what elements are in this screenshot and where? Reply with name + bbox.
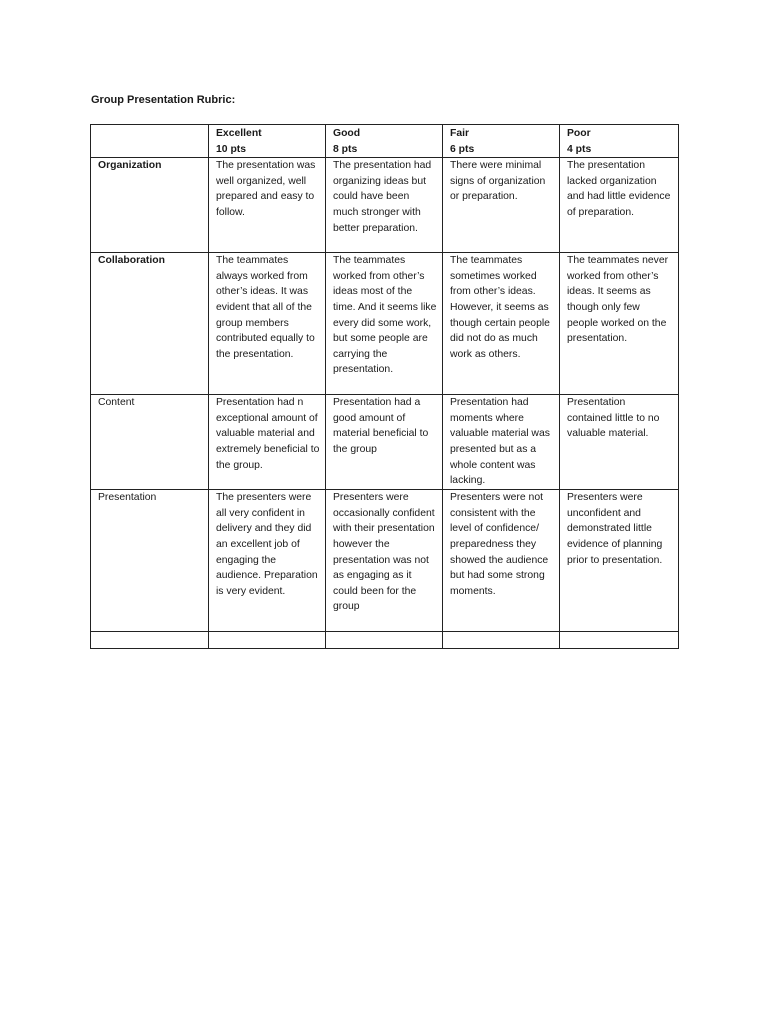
table-row-collaboration (91, 253, 679, 395)
rubric-cell: Presentation had n exceptional amount of valuable material and extremely beneficial to the group. (209, 395, 326, 490)
level-name: Fair (450, 128, 470, 139)
rubric-table (90, 124, 679, 649)
page-title: Group Presentation Rubric: (91, 94, 236, 106)
header-criterion-cell (91, 125, 209, 158)
header-cell-good (326, 125, 443, 158)
empty-cell (326, 632, 443, 649)
header-cell-fair (443, 125, 560, 158)
level-points: 4 pts (567, 143, 592, 155)
rubric-cell: The presentation was well organized, well prepared and easy to follow. (209, 158, 326, 253)
table-row-content (91, 395, 679, 490)
criterion-cell: Presentation (91, 490, 209, 632)
criterion-cell: Collaboration (91, 253, 209, 395)
rubric-cell: Presentation contained little to no valuable material. (560, 395, 679, 490)
rubric-cell: The teammates always worked from other’s ideas. It was evident that all of the group members contributed equally to the presentation. (209, 253, 326, 395)
rubric-cell: The teammates never worked from other’s ideas. It seems as though only few people worked on the presentation. (560, 253, 679, 395)
level-points: 8 pts (333, 143, 358, 155)
empty-cell (443, 632, 560, 649)
rubric-cell: Presenters were not consistent with the level of confidence/ preparedness they showed the audience but had some strong moments. (443, 490, 560, 632)
header-cell-excellent (209, 125, 326, 158)
table-row-presentation (91, 490, 679, 632)
header-cell-poor (560, 125, 679, 158)
rubric-cell: The presentation lacked organization and had little evidence of preparation. (560, 158, 679, 253)
rubric-cell: Presentation had moments where valuable material was presented but as a whole content was lacking. (443, 395, 560, 490)
level-name: Poor (567, 128, 591, 139)
rubric-cell: The presentation had organizing ideas but could have been much stronger with better preparation. (326, 158, 443, 253)
table-row-organization (91, 158, 679, 253)
empty-cell (560, 632, 679, 649)
rubric-cell: The teammates sometimes worked from other’s ideas. However, it seems as though certain people did not do as much work as others. (443, 253, 560, 395)
table-row-empty (91, 632, 679, 649)
level-name: Excellent (216, 128, 262, 139)
rubric-cell: Presenters were unconfident and demonstrated little evidence of planning prior to presentation. (560, 490, 679, 632)
rubric-cell: There were minimal signs of organization or preparation. (443, 158, 560, 253)
rubric-cell: Presenters were occasionally confident with their presentation however the presentation was not as engaging as it could been for the group (326, 490, 443, 632)
level-points: 6 pts (450, 143, 475, 155)
rubric-cell: The teammates worked from other’s ideas most of the time. And it seems like every did some work, but some people are carrying the presentation. (326, 253, 443, 395)
rubric-cell: Presentation had a good amount of material beneficial to the group (326, 395, 443, 490)
level-points: 10 pts (216, 143, 247, 155)
empty-cell (91, 632, 209, 649)
empty-cell (209, 632, 326, 649)
header-row (91, 125, 679, 158)
rubric-cell: The presenters were all very confident in delivery and they did an excellent job of engaging the audience. Preparation is very evident. (209, 490, 326, 632)
criterion-cell: Organization (91, 158, 209, 253)
level-name: Good (333, 128, 361, 139)
criterion-cell: Content (91, 395, 209, 490)
